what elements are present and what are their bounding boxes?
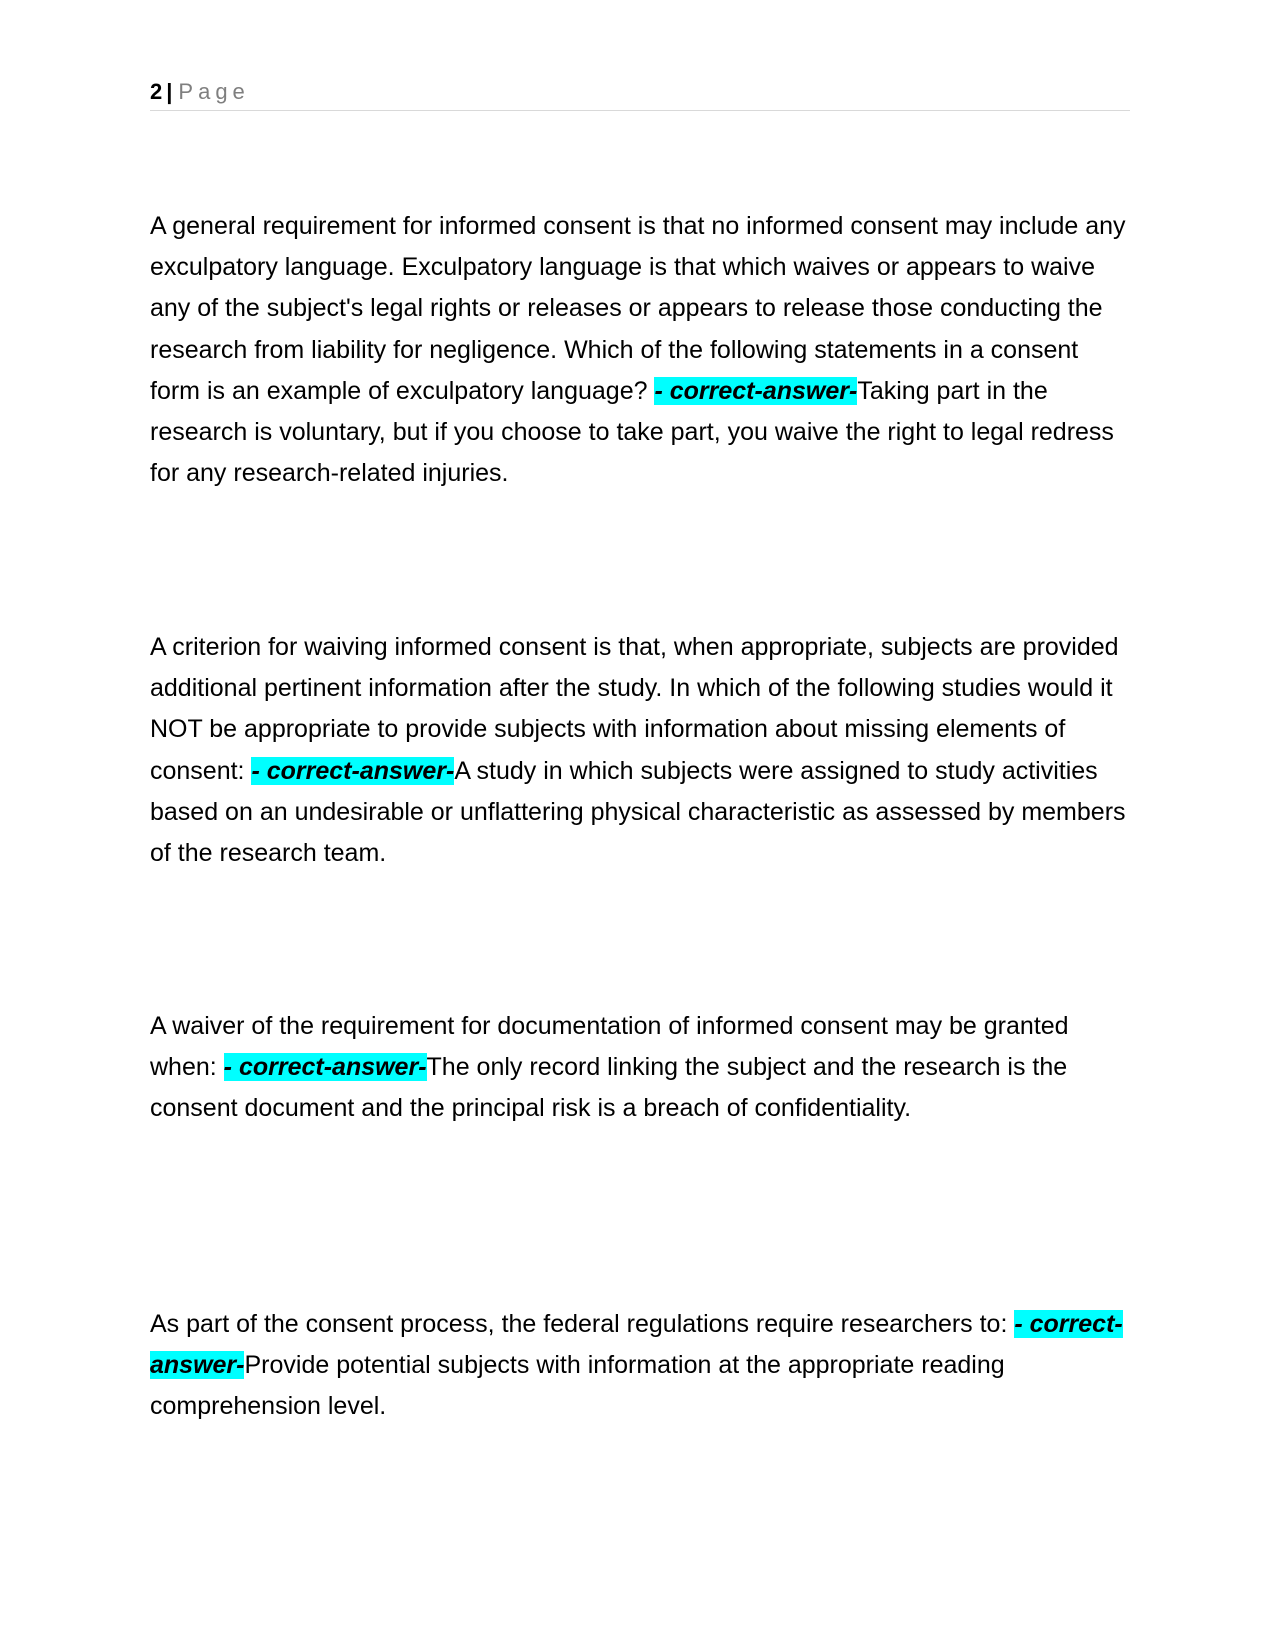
page-header [150, 78, 1130, 111]
qa-item-3 [150, 1006, 1135, 1130]
page-number: 2 [150, 79, 163, 104]
qa-item-1 [150, 206, 1135, 494]
answer-text: Provide potential subjects with information at the appropriate reading comprehension level. [150, 1351, 1005, 1421]
answer-text: A study in which subjects were assigned to study activities based on an undesirable or unflattering physical characteristic as assessed by members of the research team. [150, 756, 1126, 868]
qa-item-4 [150, 1304, 1135, 1428]
page-label: Page [178, 79, 250, 104]
correct-answer-marker: - correct-answer- [654, 376, 858, 405]
correct-answer-marker: - correct-answer- [223, 1053, 427, 1082]
question-text: As part of the consent process, the federal regulations require researchers to: [150, 1310, 1015, 1338]
page-separator: | [166, 79, 173, 104]
correct-answer-marker: - correct-answer- [251, 756, 455, 785]
question-text: A waiver of the requirement for documentation of informed consent may be granted when: [150, 1012, 1069, 1082]
answer-text: The only record linking the subject and the research is the consent document and the principal risk is a breach of confidentiality. [150, 1053, 1068, 1123]
correct-answer-marker: - correct-answer- [150, 1310, 1123, 1380]
question-text: A criterion for waiving informed consent is that, when appropriate, subjects are provided additional pertinent information after the study. In which of the following studies would it NOT be appropriate to provide subjects with information about missing elements of consent: [150, 633, 1119, 785]
qa-item-2 [150, 627, 1135, 874]
question-text: A general requirement for informed consent is that no informed consent may include any exculpatory language. Exculpatory language is that which waives or appears to waive any of the subject's legal rights or releases or appears to release those conducting the research from liability for negligence. Which of the following statements in a consent form is an example of exculpatory language? [150, 212, 1126, 405]
answer-text: Taking part in the research is voluntary, but if you choose to take part, you waive the right to legal redress for any research-related injuries. [150, 376, 1114, 488]
